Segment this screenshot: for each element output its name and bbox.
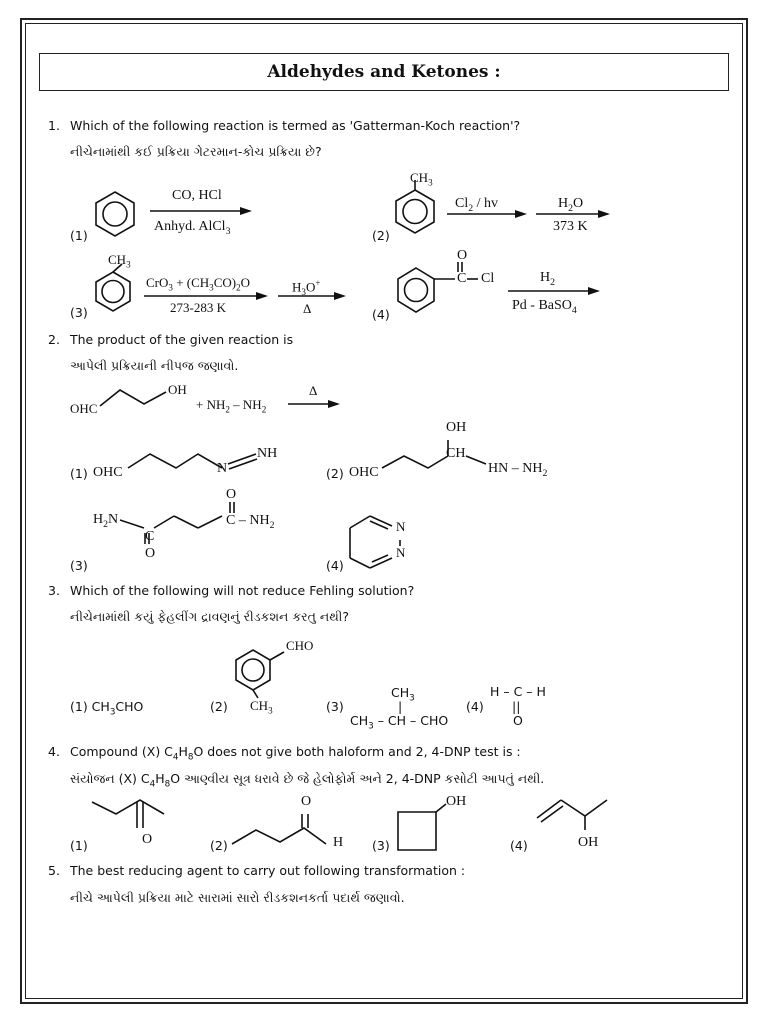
q2-reaction-arrow [288,399,340,409]
q1-opt1-benzene [92,190,138,240]
q1-opt3-label: (3) [70,305,88,320]
q2-reactant-ohc: OHC [70,401,98,416]
q1-opt4-carbon: C [457,271,467,286]
q4-opt3-label: (3) [372,838,390,853]
q1-opt4-arrow [508,286,600,296]
q5-number: 5. [48,863,60,878]
q1-opt4-label: (4) [372,307,390,322]
q2-arrow-heat: Δ [309,383,318,398]
q3-opt4-label: (4) [466,699,484,714]
q3-opt3-top: $CH_3$ [391,685,415,704]
q2-opt2-ohc: OHC [349,465,379,480]
q3-opt3-bar: | [398,699,403,714]
q2-opt3-label: (3) [70,558,88,573]
q2-opt3-c-right: C – $NH_2$ [226,513,275,531]
q1-opt2-reagent2-top: $H_2O$ [558,196,584,214]
q4-opt2-label: (2) [210,838,228,853]
q4-opt4-oh: OH [578,835,599,850]
q1-opt4-reagent-top: $H_2$ [540,270,556,288]
q3-opt2-ch3: $CH_3$ [250,698,273,716]
q4-opt1-skeleton [92,796,172,836]
q2-opt1-n: N [217,461,228,476]
q3-opt4-bond: || [512,699,521,714]
q2-opt4-n1: N [396,519,406,534]
q1-opt3-substituent: $CH_3$ [108,252,131,270]
q3-opt3-label: (3) [326,699,344,714]
q2-opt4-ring [344,512,404,572]
q1-opt4-chlorine: Cl [481,271,495,286]
q2-opt4-n2: N [396,545,406,560]
q2-opt2-label: (2) [326,466,344,481]
q1-opt1-arrow [150,206,252,216]
q2-opt2-hydrazine: HN – $NH_2$ [488,461,548,479]
q4-text-gujarati: સંયોજન (X) $C_4H_8O$ આણ્વીય સૂત્ર ધરાવે છે જે હેલોફોર્મ અને 2, 4-DNP કસોટી આપતું નથી. [70,771,545,790]
q2-opt3-chain [120,500,230,545]
q5-text: The best reducing agent to carry out following transformation : [70,863,466,878]
q1-opt3-reagent1-top: $CrO_3 + (CH_3CO)_2O$ [146,275,251,293]
q1-opt1-reagent-bottom: Anhyd. AlCl$_3$ [154,219,231,237]
q1-opt2-arrow1 [447,209,527,219]
q2-opt2-oh: OH [446,420,467,435]
q4-number: 4. [48,744,60,759]
q3-opt4-bottom: O [513,713,523,728]
q2-opt3-c-left: C [145,529,155,544]
q1-opt1-label: (1) [70,228,88,243]
q1-opt2-reagent2-bottom: 373 K [553,219,588,234]
q2-opt3-h2n: $H_2N$ [93,512,119,530]
q3-opt2-label: (2) [210,699,228,714]
q1-opt3-arrow2 [278,291,346,301]
q1-text: Which of the following reaction is termed as 'Gatterman-Koch reaction'? [70,118,521,133]
q2-opt1-chain [128,448,268,478]
q2-reactant-oh: OH [168,382,187,397]
q4-opt4-label: (4) [510,838,528,853]
q3-text: Which of the following will not reduce Fehling solution? [70,583,415,598]
q1-opt4-reagent-bottom: Pd - BaSO$_4$ [512,298,577,316]
q4-opt4-skeleton [535,796,615,836]
q5-text-gujarati: નીચે આપેલી પ્રક્રિયા માટે સારામાં સારો રીડકશનકર્તા પદાર્થ જણાવો. [70,890,405,905]
q2-opt1-nh: NH [257,446,278,461]
q1-opt2-arrow2 [536,209,610,219]
q3-opt3-main: $CH_3$ – CH – CHO [350,713,449,732]
q4-opt1-label: (1) [70,838,88,853]
q3-text-gujarati: નીચેનામાંથી કયું ફેહલીંગ દ્રાવણનું રીડકશન કરતુ નથી? [70,609,349,624]
q3-number: 3. [48,583,60,598]
q1-number: 1. [48,118,60,133]
q4-text: Compound (X) $C_4H_8O$ does not give both haloform and 2, 4-DNP test is : [70,744,521,763]
q2-opt1-ohc: OHC [93,465,123,480]
q2-reactant-hydrazine: + $NH_2 - NH_2$ [196,397,267,415]
q1-opt2-label: (2) [372,228,390,243]
q1-opt3-reagent2-bottom: Δ [303,301,312,316]
q1-opt2-reagent1: $Cl_2$ / hv [455,196,499,214]
q2-opt1-label: (1) [70,466,88,481]
q1-text-gujarati: નીચેનામાંથી કઈ પ્રક્રિયા ગેટરમાન-કોચ પ્રક્રિયા છે? [70,144,322,159]
q2-text-gujarati: આપેલી પ્રક્રિયાની નીપજ જણાવો. [70,358,239,373]
q1-opt1-reagent-top: CO, HCl [172,188,222,203]
q1-opt2-substituent: $CH_3$ [410,170,433,188]
q3-opt4-top: H – C – H [490,684,546,699]
q3-opt2-ring [232,640,292,704]
q4-opt3-oh: OH [446,794,467,809]
q2-reactant-chain [100,384,170,412]
q4-opt2-o: O [301,794,312,809]
q2-opt3-o-top: O [226,487,237,502]
q2-opt2-chain [382,436,492,476]
q1-opt3-reagent2-top: $H_3O^+$ [292,278,321,297]
q1-opt4-oxygen: O [457,248,468,263]
q1-opt3-reagent1-bottom: 273-283 K [170,300,226,315]
q2-number: 2. [48,332,60,347]
page-title: Aldehydes and Ketones : [267,62,501,82]
q2-opt4-label: (4) [326,558,344,573]
q2-text: The product of the given reaction is [70,332,294,347]
q2-opt3-o-bottom: O [145,546,156,561]
q3-opt1-label: (1) $CH_3CHO$ [70,699,144,718]
q4-opt1-o: O [142,832,153,847]
q4-opt2-skeleton [232,808,342,848]
title-box [39,53,729,91]
q2-opt2-ch: CH [446,446,466,461]
q4-opt2-h: H [333,835,344,850]
q3-opt2-cho: CHO [286,638,314,653]
